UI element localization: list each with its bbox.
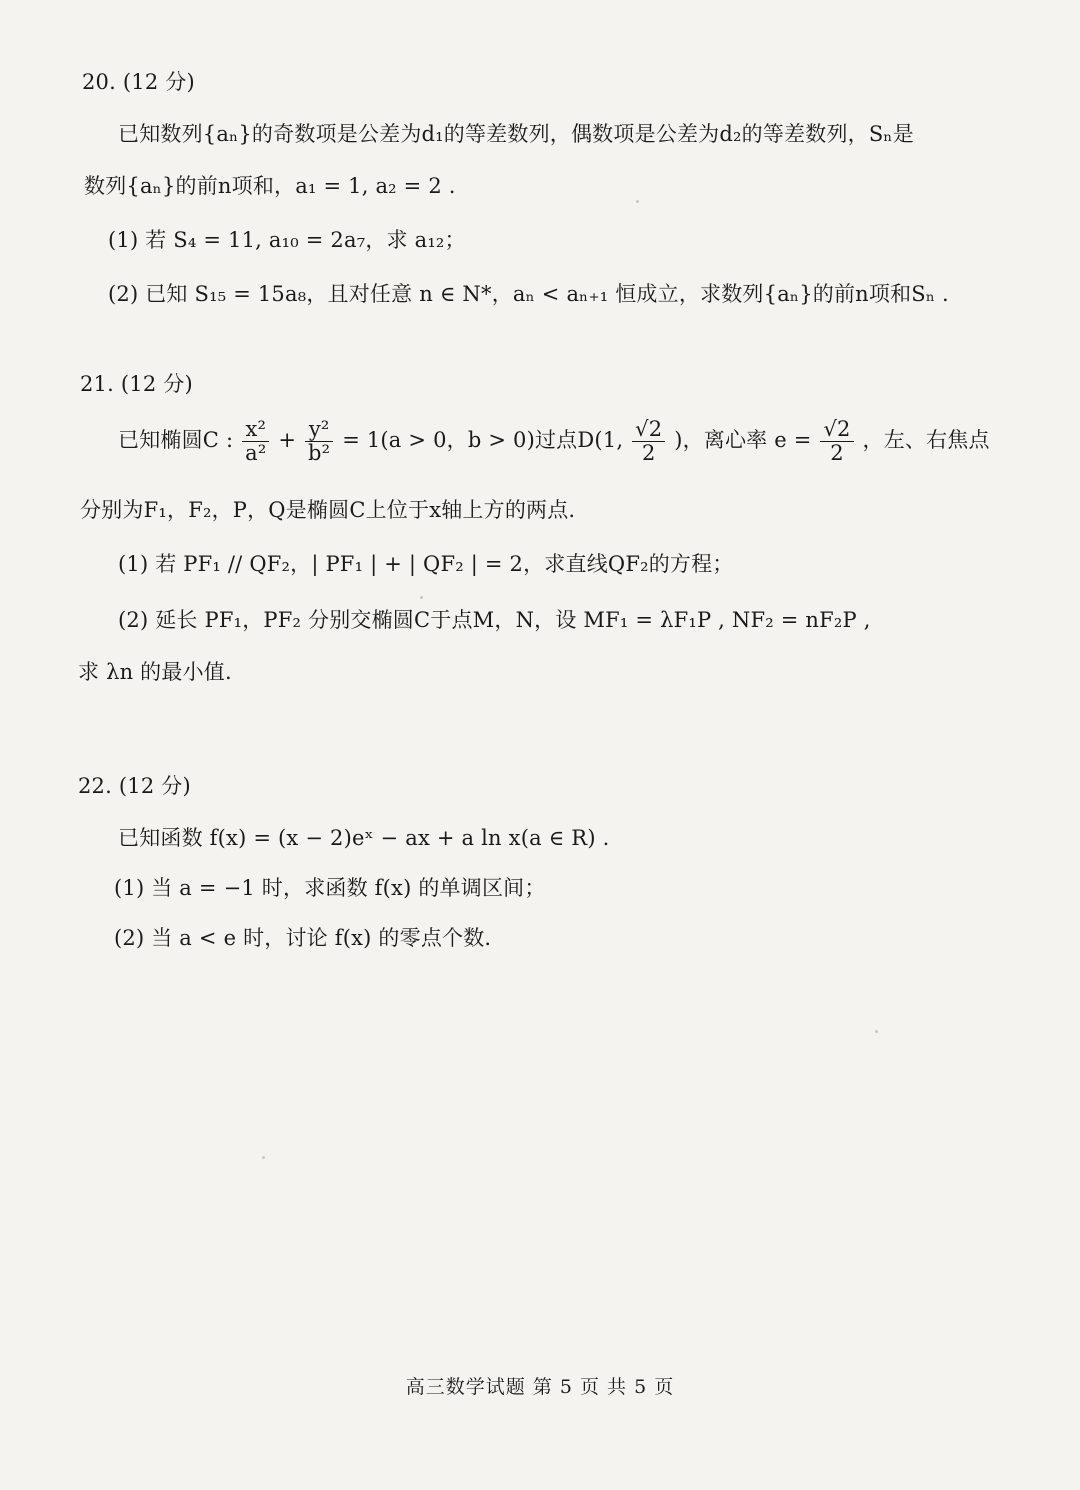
scan-speck	[262, 1156, 265, 1159]
fraction-x2-a2	[242, 418, 269, 465]
fraction-numerator: y²	[305, 418, 333, 442]
fraction-point-d	[632, 418, 665, 465]
fraction-eccentricity	[820, 418, 853, 465]
q21-line1-mid: = 1(a > 0，b > 0)过点D(1,	[342, 428, 624, 453]
q22-line1: 已知函数 f(x) = (x − 2)eˣ − ax + a ln x(a ∈ R) .	[118, 826, 610, 850]
q21-line1	[118, 418, 990, 465]
fraction-denominator: 2	[830, 441, 844, 466]
q22-part2: (2) 当 a < e 时，讨论 f(x) 的零点个数.	[114, 926, 492, 950]
q21-line1-suffix: ，左、右焦点	[862, 428, 990, 453]
fraction-denominator: 2	[641, 441, 656, 466]
fraction-denominator: a²	[245, 441, 267, 466]
q21-line1-prefix: 已知椭圆C :	[118, 428, 234, 453]
fraction-numerator: x²	[242, 418, 269, 442]
plus-sign: +	[278, 428, 297, 453]
q21-part2-end: 求 λn 的最小值.	[78, 660, 232, 684]
q22-header: 22. (12 分)	[78, 774, 191, 798]
page-footer: 高三数学试题 第 5 页 共 5 页	[405, 1376, 675, 1398]
q20-part2: (2) 已知 S₁₅ = 15a₈，且对任意 n ∈ N*，aₙ < aₙ₊₁ 恒成立，求数列{aₙ}的前n项和Sₙ .	[108, 282, 949, 306]
q21-part1: (1) 若 PF₁ // QF₂，| PF₁ | + | QF₂ | = 2，求直线QF₂的方程；	[118, 552, 734, 576]
scan-speck	[875, 1030, 878, 1033]
q21-line1-mid2: )，离心率 e =	[674, 428, 812, 453]
fraction-denominator: b²	[308, 441, 331, 466]
q20-part1: (1) 若 S₄ = 11, a₁₀ = 2a₇，求 a₁₂；	[108, 228, 466, 252]
scan-speck	[420, 596, 423, 599]
fraction-y2-b2	[305, 418, 333, 465]
q21-header: 21. (12 分)	[80, 372, 193, 396]
q20-header: 20. (12 分)	[82, 70, 195, 94]
q21-line2: 分别为F₁，F₂，P，Q是椭圆C上位于x轴上方的两点.	[80, 498, 576, 522]
scan-speck	[636, 200, 639, 203]
q22-part1: (1) 当 a = −1 时，求函数 f(x) 的单调区间；	[114, 876, 546, 900]
q21-part2: (2) 延长 PF₁，PF₂ 分别交椭圆C于点M，N，设 MF₁ = λF₁P , NF₂ = nF₂P ,	[118, 608, 871, 632]
fraction-numerator: √2	[820, 418, 853, 442]
q20-line1: 已知数列{aₙ}的奇数项是公差为d₁的等差数列，偶数项是公差为d₂的等差数列，Sₙ是	[118, 122, 914, 146]
fraction-numerator: √2	[632, 418, 665, 442]
q20-line2: 数列{aₙ}的前n项和，a₁ = 1, a₂ = 2 .	[84, 174, 456, 198]
